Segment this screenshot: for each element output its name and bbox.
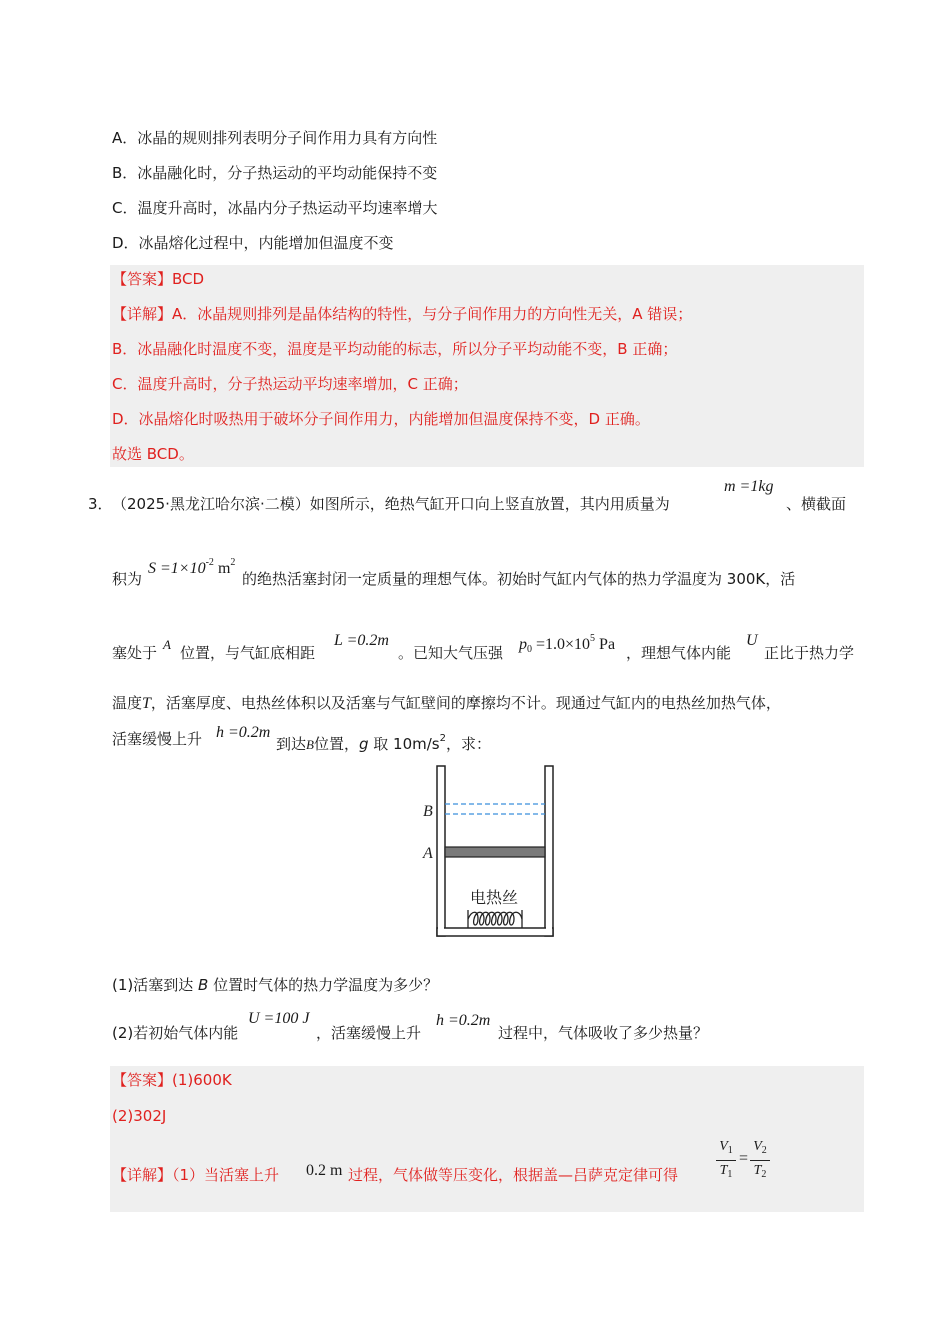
t-symbol: T bbox=[142, 695, 151, 712]
v2-numerator bbox=[750, 1138, 770, 1161]
question-3-line3a: 塞处于 bbox=[112, 644, 158, 662]
pos-a-text: A bbox=[163, 637, 171, 652]
answer-q3-1: 【答案】(1)600K bbox=[112, 1071, 232, 1089]
mass-text: m =1kg bbox=[724, 478, 774, 495]
p0-unit: Pa bbox=[595, 636, 616, 653]
sub1-c: 位置时气体的热力学温度为多少？ bbox=[208, 976, 439, 994]
cylinder-bottom bbox=[437, 928, 553, 936]
fraction-v1-t1 bbox=[716, 1138, 736, 1185]
piston bbox=[445, 847, 545, 857]
u-symbol bbox=[746, 632, 758, 650]
u-text: U bbox=[746, 632, 758, 649]
distance-expression bbox=[334, 632, 389, 650]
v1-numerator bbox=[716, 1138, 736, 1161]
detail-q2-line3: C．温度升高时，分子热运动平均速率增加，C 正确； bbox=[112, 375, 468, 393]
detail-q2-line1 bbox=[112, 303, 692, 325]
equals-sign: = bbox=[739, 1150, 749, 1167]
question-3-line3c: 。已知大气压强 bbox=[398, 644, 504, 662]
l4-a: 温度 bbox=[112, 694, 143, 712]
detail-tag: 【详解】 bbox=[112, 305, 173, 323]
l5-d: 取 10m/s bbox=[368, 735, 440, 753]
t2-sub: 2 bbox=[761, 1169, 767, 1180]
v1-symbol: V bbox=[719, 1139, 728, 1154]
l5-b: 到达 bbox=[276, 735, 307, 753]
detail-q2-line2: B．冰晶融化时温度不变，温度是平均动能的标志，所以分子平均动能不变，B 正确； bbox=[112, 340, 678, 358]
p0-symbol: p bbox=[519, 636, 527, 653]
question-3-line5b bbox=[276, 728, 491, 756]
label-b: B bbox=[423, 803, 433, 820]
t2-symbol: T bbox=[753, 1163, 762, 1178]
g-symbol: g bbox=[358, 735, 369, 753]
t1-sub: 1 bbox=[727, 1169, 733, 1180]
sub2-rise-expression bbox=[436, 1012, 490, 1030]
detail-text: A．冰晶规则排列是晶体结构的特性，与分子间作用力的方向性无关，A 错误； bbox=[172, 305, 693, 323]
question-3-line3e: 正比于热力学 bbox=[764, 644, 855, 662]
option-b: B．冰晶融化时，分子热运动的平均动能保持不变 bbox=[112, 164, 438, 182]
question-3-line2-pre: 积为 bbox=[112, 570, 143, 588]
rise-expression bbox=[216, 724, 270, 742]
t2-denominator bbox=[750, 1161, 770, 1185]
detail-rise-value bbox=[306, 1162, 342, 1180]
detail-q2-line4: D．冰晶熔化时吸热用于破坏分子间作用力，内能增加但温度保持不变，D 正确。 bbox=[112, 410, 650, 428]
answer-q2: 【答案】BCD bbox=[112, 270, 205, 288]
l5-e: ，求： bbox=[446, 735, 492, 753]
l5-c: 位置， bbox=[313, 735, 359, 753]
detail-q3-tag: 【详解】 bbox=[112, 1166, 173, 1184]
question-3-line4 bbox=[112, 692, 781, 715]
cylinder-right-wall bbox=[545, 766, 553, 936]
initial-energy-text: U =100 J bbox=[248, 1010, 310, 1027]
t1-symbol: T bbox=[719, 1163, 728, 1178]
sub-question-1 bbox=[112, 974, 438, 996]
fraction-v2-t2 bbox=[750, 1138, 770, 1185]
sub1-a: (1)活塞到达 bbox=[112, 976, 199, 994]
sub-question-2b: ，活塞缓慢上升 bbox=[316, 1024, 422, 1042]
l4-b: ，活塞厚度、电热丝体积以及活塞与气缸壁间的摩擦均不计。现通过气缸内的电热丝加热气体， bbox=[150, 694, 781, 712]
pressure-expression bbox=[519, 630, 615, 659]
mass-expression bbox=[724, 478, 773, 496]
cylinder-left-wall bbox=[437, 766, 445, 936]
distance-text: L =0.2m bbox=[334, 632, 389, 649]
v2-symbol: V bbox=[753, 1139, 762, 1154]
sub2-rise-text: h =0.2m bbox=[436, 1012, 491, 1029]
sub-question-2a: (2)若初始气体内能 bbox=[112, 1024, 239, 1042]
detail-q3-text-a: （1）当活塞上升 bbox=[172, 1166, 280, 1184]
rise-text: h =0.2m bbox=[216, 724, 271, 741]
p0-exp: 5 bbox=[590, 633, 596, 644]
option-c: C．温度升高时，冰晶内分子热运动平均速率增大 bbox=[112, 199, 438, 217]
answer-q3-2: (2)302J bbox=[112, 1107, 167, 1125]
v2-sub: 2 bbox=[761, 1145, 767, 1156]
heater-coil bbox=[468, 910, 522, 928]
question-3-line3d: ，理想气体内能 bbox=[626, 644, 732, 662]
detail-q3-a bbox=[112, 1164, 279, 1186]
area-exp: -2 bbox=[205, 557, 214, 568]
question-3-line5a: 活塞缓慢上升 bbox=[112, 730, 203, 748]
question-3-line1: （2025·黑龙江哈尔滨·二模）如图所示，绝热气缸开口向上竖直放置，其内用质量为 bbox=[112, 495, 670, 513]
initial-energy-expression bbox=[248, 1010, 309, 1028]
heater-label: 电热丝 bbox=[470, 888, 519, 907]
detail-q2-line5: 故选 BCD。 bbox=[112, 445, 194, 463]
pos-a-symbol bbox=[163, 636, 171, 654]
p0-sub: 0 bbox=[527, 644, 532, 655]
cylinder-figure bbox=[420, 764, 560, 944]
option-d: D．冰晶熔化过程中，内能增加但温度不变 bbox=[112, 234, 394, 252]
after-mass: 、横截面 bbox=[786, 495, 847, 513]
option-a: A．冰晶的规则排列表明分子间作用力具有方向性 bbox=[112, 129, 438, 147]
question-3-line3b: 位置，与气缸底相距 bbox=[180, 644, 316, 662]
sub-question-2c: 过程中，气体吸收了多少热量？ bbox=[498, 1024, 709, 1042]
detail-rise-text: 0.2 m bbox=[306, 1162, 343, 1179]
sub1-b: B bbox=[198, 976, 209, 994]
area-unit-exp: 2 bbox=[230, 557, 236, 568]
l5-d-exp: 2 bbox=[439, 733, 446, 744]
question-number: 3． bbox=[88, 495, 113, 513]
area-text: S =1×10 bbox=[148, 560, 206, 577]
p0-value: =1.0×10 bbox=[532, 636, 591, 653]
t1-denominator bbox=[716, 1161, 736, 1185]
detail-q3-b: 过程，气体做等压变化，根据盖—吕萨克定律可得 bbox=[348, 1166, 679, 1184]
label-a: A bbox=[423, 845, 433, 862]
pos-b-symbol: B bbox=[306, 737, 314, 752]
area-expression bbox=[148, 554, 235, 578]
question-3-line2-post: 的绝热活塞封闭一定质量的理想气体。初始时气缸内气体的热力学温度为 300K，活 bbox=[242, 570, 796, 588]
area-unit: m bbox=[213, 560, 231, 577]
v1-sub: 1 bbox=[727, 1145, 733, 1156]
answer-box-q2 bbox=[110, 265, 864, 467]
